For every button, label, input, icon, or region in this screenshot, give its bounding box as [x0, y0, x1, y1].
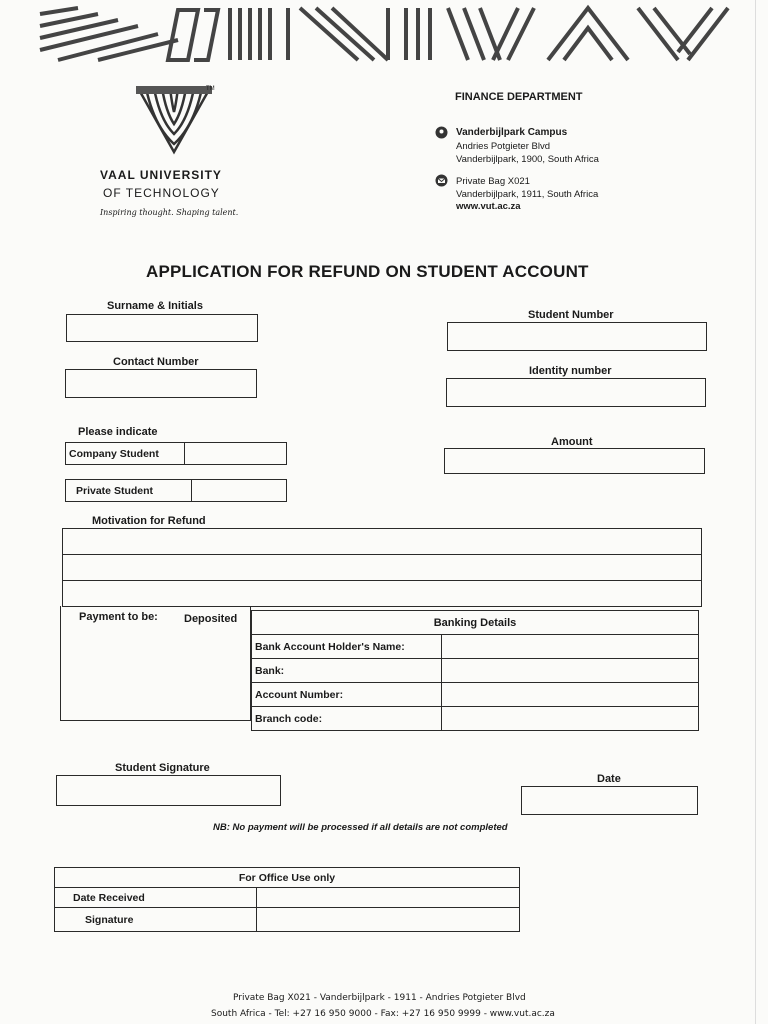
office-signature-field[interactable]: [257, 908, 520, 932]
surname-label: Surname & Initials: [107, 300, 203, 312]
banking-details-table: [251, 610, 699, 731]
private-student-label: Private Student: [66, 480, 192, 502]
mail-icon: [435, 174, 448, 187]
identity-number-field[interactable]: [446, 378, 706, 407]
amount-field[interactable]: [444, 448, 705, 474]
footer-line1: Private Bag X021 - Vanderbijlpark - 1911 - Andries Potgieter Blvd: [233, 993, 526, 1003]
banking-details-title: Banking Details: [252, 611, 699, 635]
private-student-option: [65, 479, 287, 502]
university-name-line1: VAAL UNIVERSITY: [100, 168, 222, 182]
company-student-option: [65, 442, 287, 465]
office-use-title: For Office Use only: [55, 868, 520, 888]
company-student-checkbox[interactable]: [185, 443, 287, 465]
motivation-line[interactable]: [63, 555, 702, 581]
university-tagline: Inspiring thought. Shaping talent.: [100, 208, 239, 217]
motivation-line[interactable]: [63, 581, 702, 607]
contact-number-label: Contact Number: [113, 356, 199, 368]
bank-holder-label: Bank Account Holder's Name:: [252, 635, 442, 659]
date-received-field[interactable]: [257, 888, 520, 908]
postal-line2: Vanderbijlpark, 1911, South Africa: [456, 189, 599, 200]
form-title: APPLICATION FOR REFUND ON STUDENT ACCOUNT: [146, 262, 589, 281]
motivation-lines: [62, 528, 702, 607]
page-edge-divider: [755, 0, 756, 1024]
bank-holder-field[interactable]: [442, 635, 699, 659]
date-field[interactable]: [521, 786, 698, 815]
contact-number-field[interactable]: [65, 369, 257, 398]
office-use-table: [54, 867, 520, 932]
postal-line1: Private Bag X021: [456, 176, 530, 187]
bank-name-label: Bank:: [252, 659, 442, 683]
university-logo-icon: [132, 86, 216, 158]
deposited-label: Deposited: [184, 613, 238, 625]
identity-number-label: Identity number: [529, 365, 612, 377]
office-signature-label: Signature: [55, 908, 257, 932]
branch-code-label: Branch code:: [252, 707, 442, 731]
student-signature-field[interactable]: [56, 775, 281, 806]
branch-code-field[interactable]: [442, 707, 699, 731]
website-link[interactable]: www.vut.ac.za: [456, 201, 521, 212]
account-number-field[interactable]: [442, 683, 699, 707]
campus-street: Andries Potgieter Blvd: [456, 141, 550, 152]
student-signature-label: Student Signature: [115, 762, 210, 774]
company-student-label: Company Student: [66, 443, 185, 465]
university-name-line2: OF TECHNOLOGY: [103, 186, 220, 200]
please-indicate-label: Please indicate: [78, 426, 158, 438]
student-number-field[interactable]: [447, 322, 707, 351]
location-pin-icon: [435, 126, 448, 139]
date-label: Date: [597, 773, 621, 785]
student-number-label: Student Number: [528, 309, 614, 321]
motivation-line[interactable]: [63, 529, 702, 555]
trademark-mark: TM: [206, 86, 215, 92]
department-title: FINANCE DEPARTMENT: [455, 91, 583, 103]
amount-label: Amount: [551, 436, 593, 448]
decorative-banner: [38, 4, 736, 62]
account-number-label: Account Number:: [252, 683, 442, 707]
date-received-label: Date Received: [55, 888, 257, 908]
campus-city: Vanderbijlpark, 1900, South Africa: [456, 154, 599, 165]
private-student-checkbox[interactable]: [192, 480, 287, 502]
campus-name: Vanderbijlpark Campus: [456, 127, 568, 138]
nb-note: NB: No payment will be processed if all details are not completed: [213, 822, 508, 833]
payment-label: Payment to be:: [79, 611, 158, 623]
footer-line2: South Africa - Tel: +27 16 950 9000 - Fax: +27 16 950 9999 - www.vut.ac.za: [211, 1009, 555, 1019]
bank-name-field[interactable]: [442, 659, 699, 683]
surname-field[interactable]: [66, 314, 258, 342]
motivation-label: Motivation for Refund: [92, 515, 206, 527]
